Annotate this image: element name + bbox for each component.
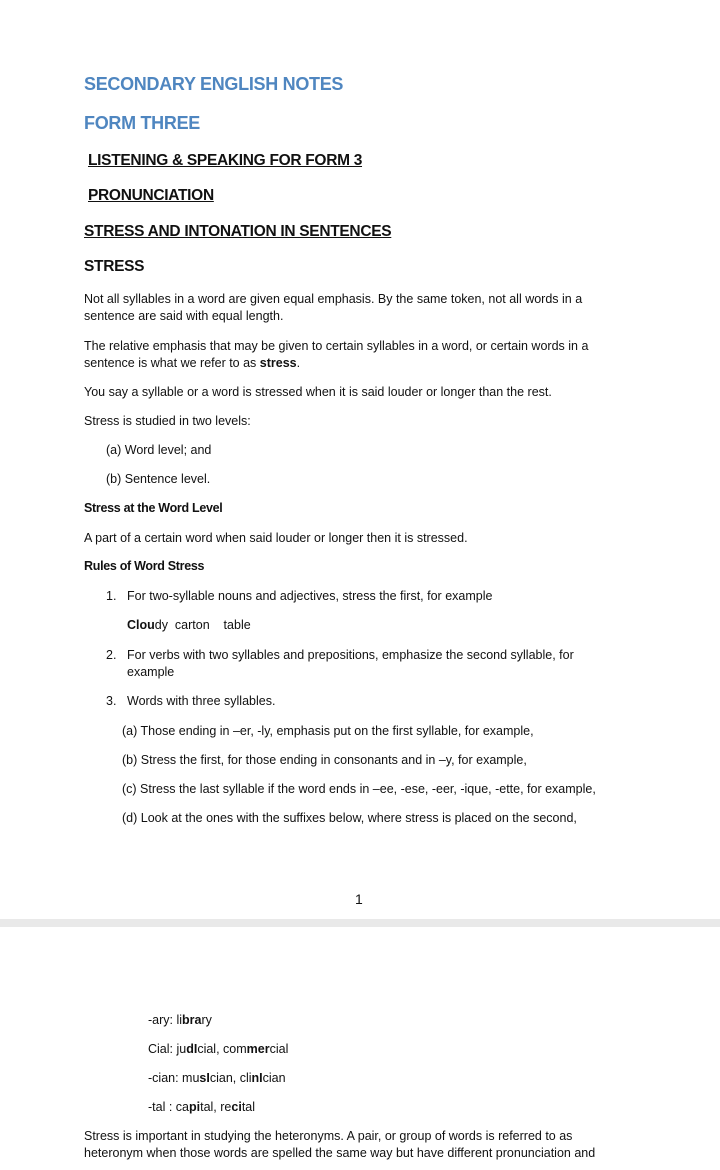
rule-3a: (a) Those ending in –er, -ly, emphasis put on the first syllable, for example,: [122, 724, 534, 738]
listening-heading: LISTENING & SPEAKING FOR FORM 3: [88, 152, 363, 169]
word-level-heading: Stress at the Word Level: [84, 501, 223, 515]
stress-term: stress: [259, 356, 297, 370]
form-title: FORM THREE: [84, 113, 200, 133]
document-title: SECONDARY ENGLISH NOTES: [84, 74, 344, 94]
paragraph-stressed-syllable: You say a syllable or a word is stressed when it is said louder or longer than the rest.: [84, 385, 552, 399]
rule-3d: (d) Look at the ones with the suffixes below, where stress is placed on the second,: [122, 811, 577, 825]
paragraph-heteronyms: Stress is important in studying the heteronyms. A pair, or group of words is referred to as heteronym when those words are spelled the same way but have different pronunciation and: [84, 1129, 596, 1160]
word-level-text: A part of a certain word when said louder or longer then it is stressed.: [84, 531, 468, 545]
paragraph-two-levels: Stress is studied in two levels:: [84, 414, 251, 428]
rule-1-examples: Cloudy carton table: [127, 618, 251, 632]
level-item-sentence: (b) Sentence level.: [106, 472, 211, 486]
rule-3-number: 3.: [106, 694, 117, 708]
rule-2-number: 2.: [106, 648, 117, 662]
rule-1-number: 1.: [106, 589, 117, 603]
pronunciation-heading: PRONUNCIATION: [88, 187, 214, 204]
stress-intonation-heading: STRESS AND INTONATION IN SENTENCES: [84, 223, 392, 240]
suffix-tal: -tal : capital, recital: [148, 1100, 256, 1114]
rule-3b: (b) Stress the first, for those ending in consonants and in –y, for example,: [122, 753, 527, 767]
paragraph-relative-emphasis: The relative emphasis that may be given to certain syllables in a word, or certain words in a sentence is what we refer to as stress.: [84, 339, 589, 370]
document-page-2: [0, 927, 720, 1170]
level-item-word: (a) Word level; and: [106, 443, 212, 457]
rules-heading: Rules of Word Stress: [84, 559, 205, 573]
rule-2-text: For verbs with two syllables and prepositions, emphasize the second syllable, for example: [127, 648, 574, 679]
suffix-ary: -ary: library: [148, 1013, 212, 1027]
suffix-cian: -cian: musIcian, clinIcian: [148, 1071, 286, 1085]
rule-3c: (c) Stress the last syllable if the word ends in –ee, -ese, -eer, -ique, -ette, for example,: [122, 782, 596, 796]
page-number: 1: [355, 891, 363, 907]
stress-heading: STRESS: [84, 258, 145, 275]
suffix-cial: Cial: judIcial, commercial: [148, 1042, 289, 1056]
rule-3-text: Words with three syllables.: [127, 694, 276, 708]
rule-1-text: For two-syllable nouns and adjectives, stress the first, for example: [127, 589, 493, 603]
paragraph-equal-emphasis: Not all syllables in a word are given equal emphasis. By the same token, not all words in a sentence are said with equal length.: [84, 292, 583, 323]
